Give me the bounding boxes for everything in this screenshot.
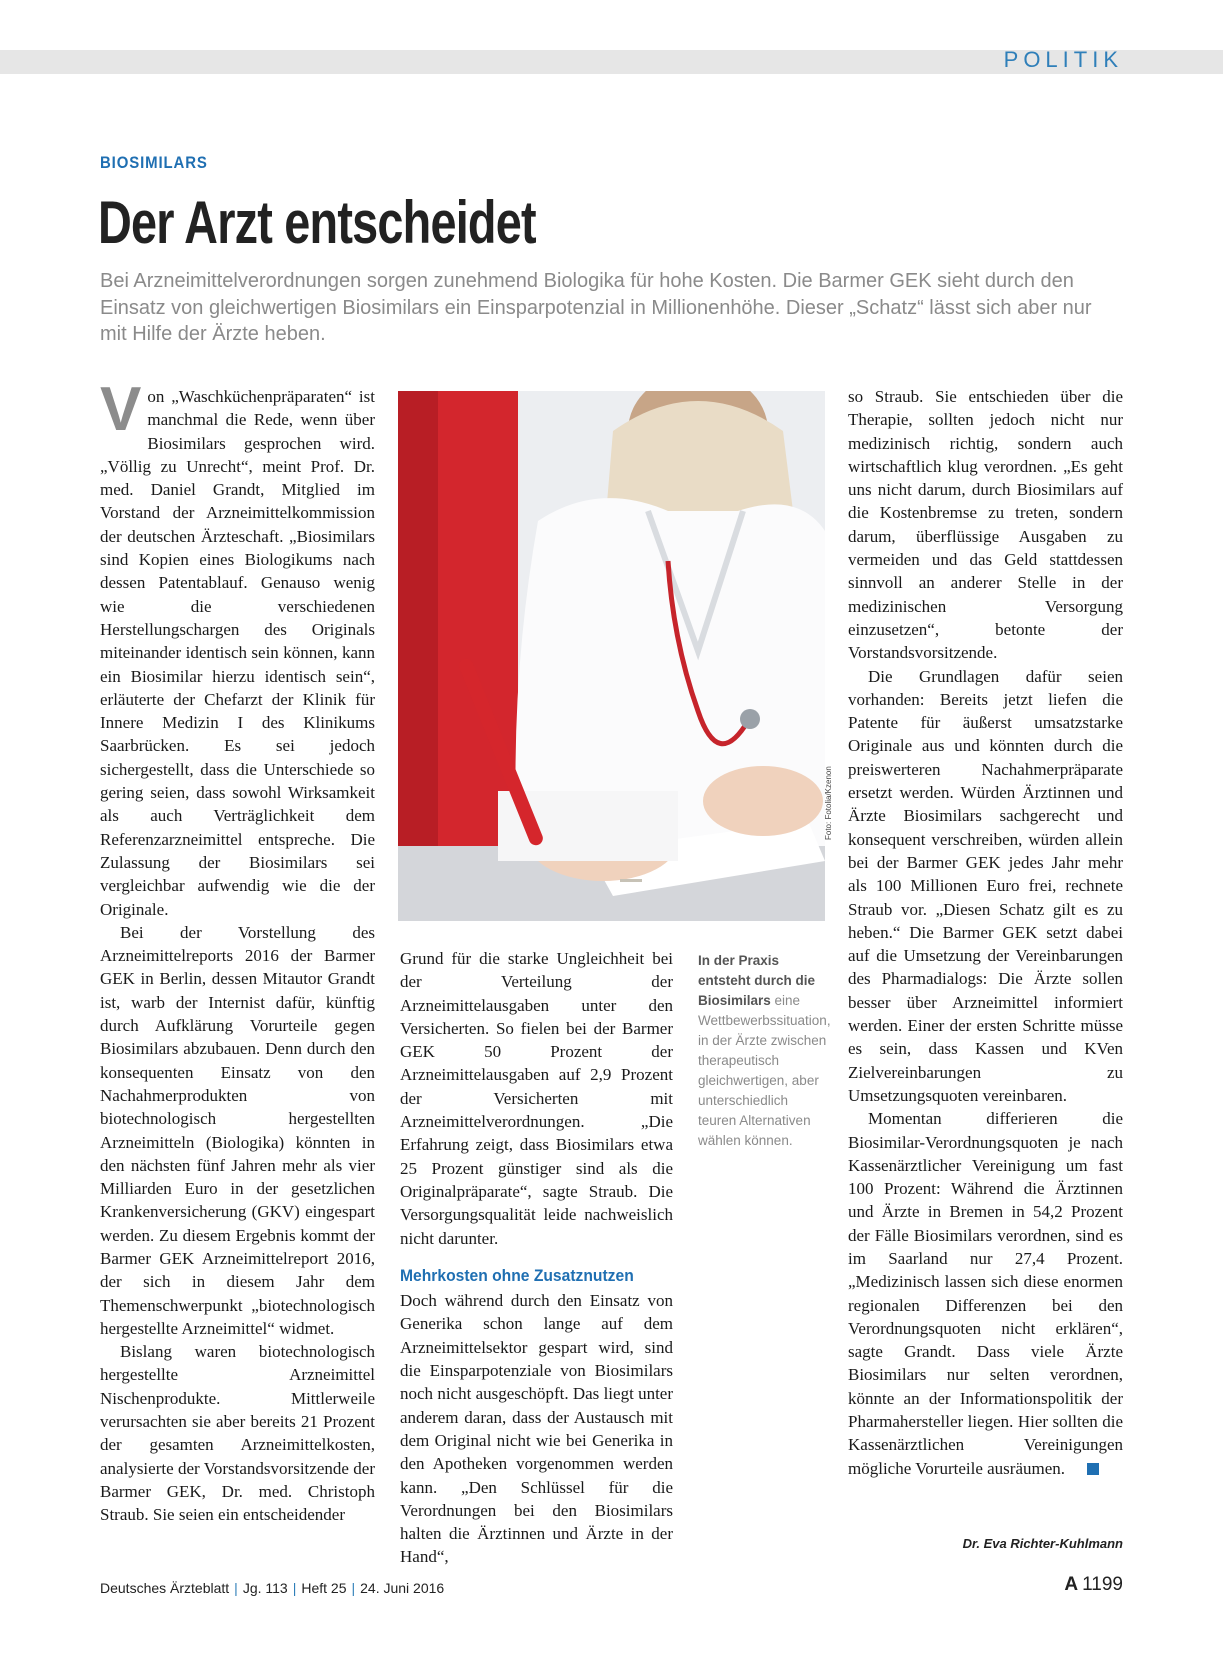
page-number-value: 1199	[1082, 1574, 1123, 1595]
article-lead: Bei Arzneimittelverordnungen sorgen zunehmend Biologika für hohe Kosten. Die Barmer GEK sieht durch den Einsatz von gleichwertigen Biosimilars ein Einsparpotenzial in Millionenhöhe. Dieser „Schatz“ lässt sich aber nur mit Hilfe der Ärzte heben.	[100, 270, 1092, 345]
paragraph-8	[848, 1107, 1123, 1480]
caption-lead: In der Praxis entsteht durch die Biosimilars	[698, 953, 816, 1008]
paragraph-7: Die Grundlagen dafür seien vorhanden: Bereits jetzt liefen die Patente für äußerst umsatzstarke Originale aus und könnten durch die preiswerteren Nachahmerpräparate ersetzt werden. Würden Ärztinnen und Ärzte Biosimilars sachgerecht und konsequent verschreiben, würden allein bei der Barmer GEK jedes Jahr mehr als 100 Millionen Euro frei, rechnete Straub vor. „Diesen Schatz gilt es zu heben.“ Die Barmer GEK setzt dabei auf die Umsetzung der Vereinbarungen des Pharmadialogs: Die Ärzte sollen besser über Arzneimittel informiert werden. Einer der ersten Schritte müsse es sein, dass Kassen und KVen Zielvereinbarungen zu Umsetzungsquoten vereinbaren.	[848, 666, 1123, 1105]
caption-text: eine Wettbewerbssituation, in der Ärzte zwischen therapeutisch gleichwertigen, aber unterschiedlich teuren Alternativen wählen können.	[698, 993, 831, 1148]
footer-divider: |	[292, 1580, 297, 1596]
paragraph-8-text: Momentan differieren die Biosimilar-Verordnungsquoten je nach Kassenärztlicher Vereinigung um fast 100 Prozent: Während die Ärztinnen und Ärzte in Bremen in 54,2 Prozent der Fälle Biosimilars verordnen, sind es im Saarland nur 27,4 Prozent. „Medizinisch lassen sich diese enormen regionalen Differenzen bei den Verordnungsquoten nicht erklären“, sagte Grandt. Dass viele Ärzte Biosimilars nur selten verordnen, könnte an der Informationspolitik der Pharmahersteller liegen. Hier sollten die Kassenärztlichen Vereinigungen mögliche Vorurteile ausräumen.	[848, 1109, 1123, 1478]
subheading: Mehrkosten ohne Zusatznutzen	[400, 1265, 634, 1285]
photo-caption	[698, 951, 831, 1151]
drop-cap: V	[100, 375, 142, 444]
page-footer	[100, 1580, 444, 1596]
paragraph-1-text: on „Waschküchenpräparaten“ ist manchmal die Rede, wenn über Biosimilars gesprochen wird. „Völlig zu Unrecht“, meint Prof. Dr. med. Daniel Grandt, Mitglied im Vorstand der Arzneimittelkommission der deutschen Ärzteschaft. „Biosimilars sind Kopien eines Biologikums nach dessen Patentablauf. Genauso wenig wie die verschiedenen Herstellungschargen des Originals miteinander identisch sein können, kann ein Biosimilar hierzu identisch sein“, erläuterte der Chefarzt der Klinik für Innere Medizin I des Klinikums Saarbrücken. Es sei jedoch sichergestellt, dass die Unterschiede so gering seien, dass sowohl Wirksamkeit als auch Verträglichkeit dem Referenzarzneimittel entspreche. Die Zulassung der Biosimilars sei vergleichbar aufwendig wie die der Originale.	[100, 387, 375, 919]
paragraph-6: so Straub. Sie entschieden über die Therapie, sollten jedoch nicht nur medizinisch richtig, sondern auch wirtschaftlich klug verordnen. „Es geht uns nicht darum, durch Biosimilars auf die Kostenbremse zu treten, sondern darum, überflüssige Ausgaben zu vermeiden und das Geld stattdessen sinnvoll an anderer Stelle in der medizinischen Versorgung einzusetzen“, betonte der Vorstandsvorsitzende.	[848, 387, 1123, 663]
footer-divider: |	[351, 1580, 356, 1596]
paragraph-4: Grund für die starke Ungleichheit bei der Verteilung der Arzneimittelausgaben unter den Versicherten. So fielen bei der Barmer GEK 50 Prozent der Arzneimittelausgaben auf 2,9 Prozent der Versicherten mit Arzneimittelverordnungen. „Die Erfahrung zeigt, dass Biosimilars etwa 25 Prozent günstiger sind als die Originalpräparate“, sagte Straub. Die Versorgungsqualität leide nachweislich nicht darunter.	[400, 949, 673, 1248]
text-column-1	[100, 375, 375, 1527]
paragraph-3: Bislang waren biotechnologisch hergestellte Arzneimittel Nischenprodukte. Mittlerweile verursachten sie aber bereits 21 Prozent der gesamten Arzneimittelkosten, analysierte der Vorstandsvorsitzende der Barmer GEK, Dr. med. Christoph Straub. Sie seien ein entscheidender	[100, 1342, 375, 1525]
photo-credit: Foto: Fotolia/Kzenon	[824, 766, 833, 840]
paragraph-2: Bei der Vorstellung des Arzneimittelreports 2016 der Barmer GEK in Berlin, dessen Mitautor Grandt ist, warb der Internist dafür, künftig durch Aufklärung Vorurteile gegen Biosimilars abzubauen. Denn durch den konsequenten Einsatz von den Nachahmerprodukten von biotechnologisch hergestellten Arzneimitteln (Biologika) könnten in den nächsten fünf Jahren mehr als vier Milliarden Euro in der gesetzlichen Krankenversicherung (GKV) eingespart werden. Zu diesem Ergebnis kommt der Barmer GEK Arzneimittelreport 2016, der sich in diesem Jahr dem Themenschwerpunkt „biotechnologisch hergestellte Arzneimittel“ widmet.	[100, 922, 375, 1338]
footer-divider: |	[234, 1580, 238, 1596]
text-column-2	[400, 947, 673, 1569]
page-number	[1064, 1574, 1123, 1596]
section-label: POLITIK	[1003, 47, 1123, 72]
page-prefix: A	[1064, 1574, 1079, 1595]
paragraph-1	[100, 375, 375, 921]
article-photo	[398, 391, 825, 921]
journal-name: Deutsches Ärzteblatt	[100, 1580, 230, 1596]
issue-date: 24. Juni 2016	[360, 1580, 445, 1596]
end-mark-icon	[1087, 1463, 1099, 1475]
doctor-writing-illustration	[398, 391, 825, 921]
author-byline: Dr. Eva Richter-Kuhlmann	[962, 1536, 1123, 1551]
article-title: Der Arzt entscheidet	[98, 189, 536, 256]
journal-issue: Heft 25	[301, 1580, 347, 1596]
article-kicker: BIOSIMILARS	[100, 153, 208, 172]
journal-volume: Jg. 113	[242, 1580, 288, 1596]
paragraph-5: Doch während durch den Einsatz von Generika schon lange auf dem Arzneimittelsektor gespart wird, sind die Einsparpotenziale von Biosimilars noch nicht ausgeschöpft. Das liegt unter anderem daran, dass der Austausch mit dem Original nicht wie bei Generika in den Apotheken vorgenommen werden kann. „Den Schlüssel für die Verordnungen bei den Biosimilars halten die Ärztinnen und Ärzte in der Hand“,	[400, 1291, 673, 1567]
text-column-3	[848, 385, 1123, 1480]
